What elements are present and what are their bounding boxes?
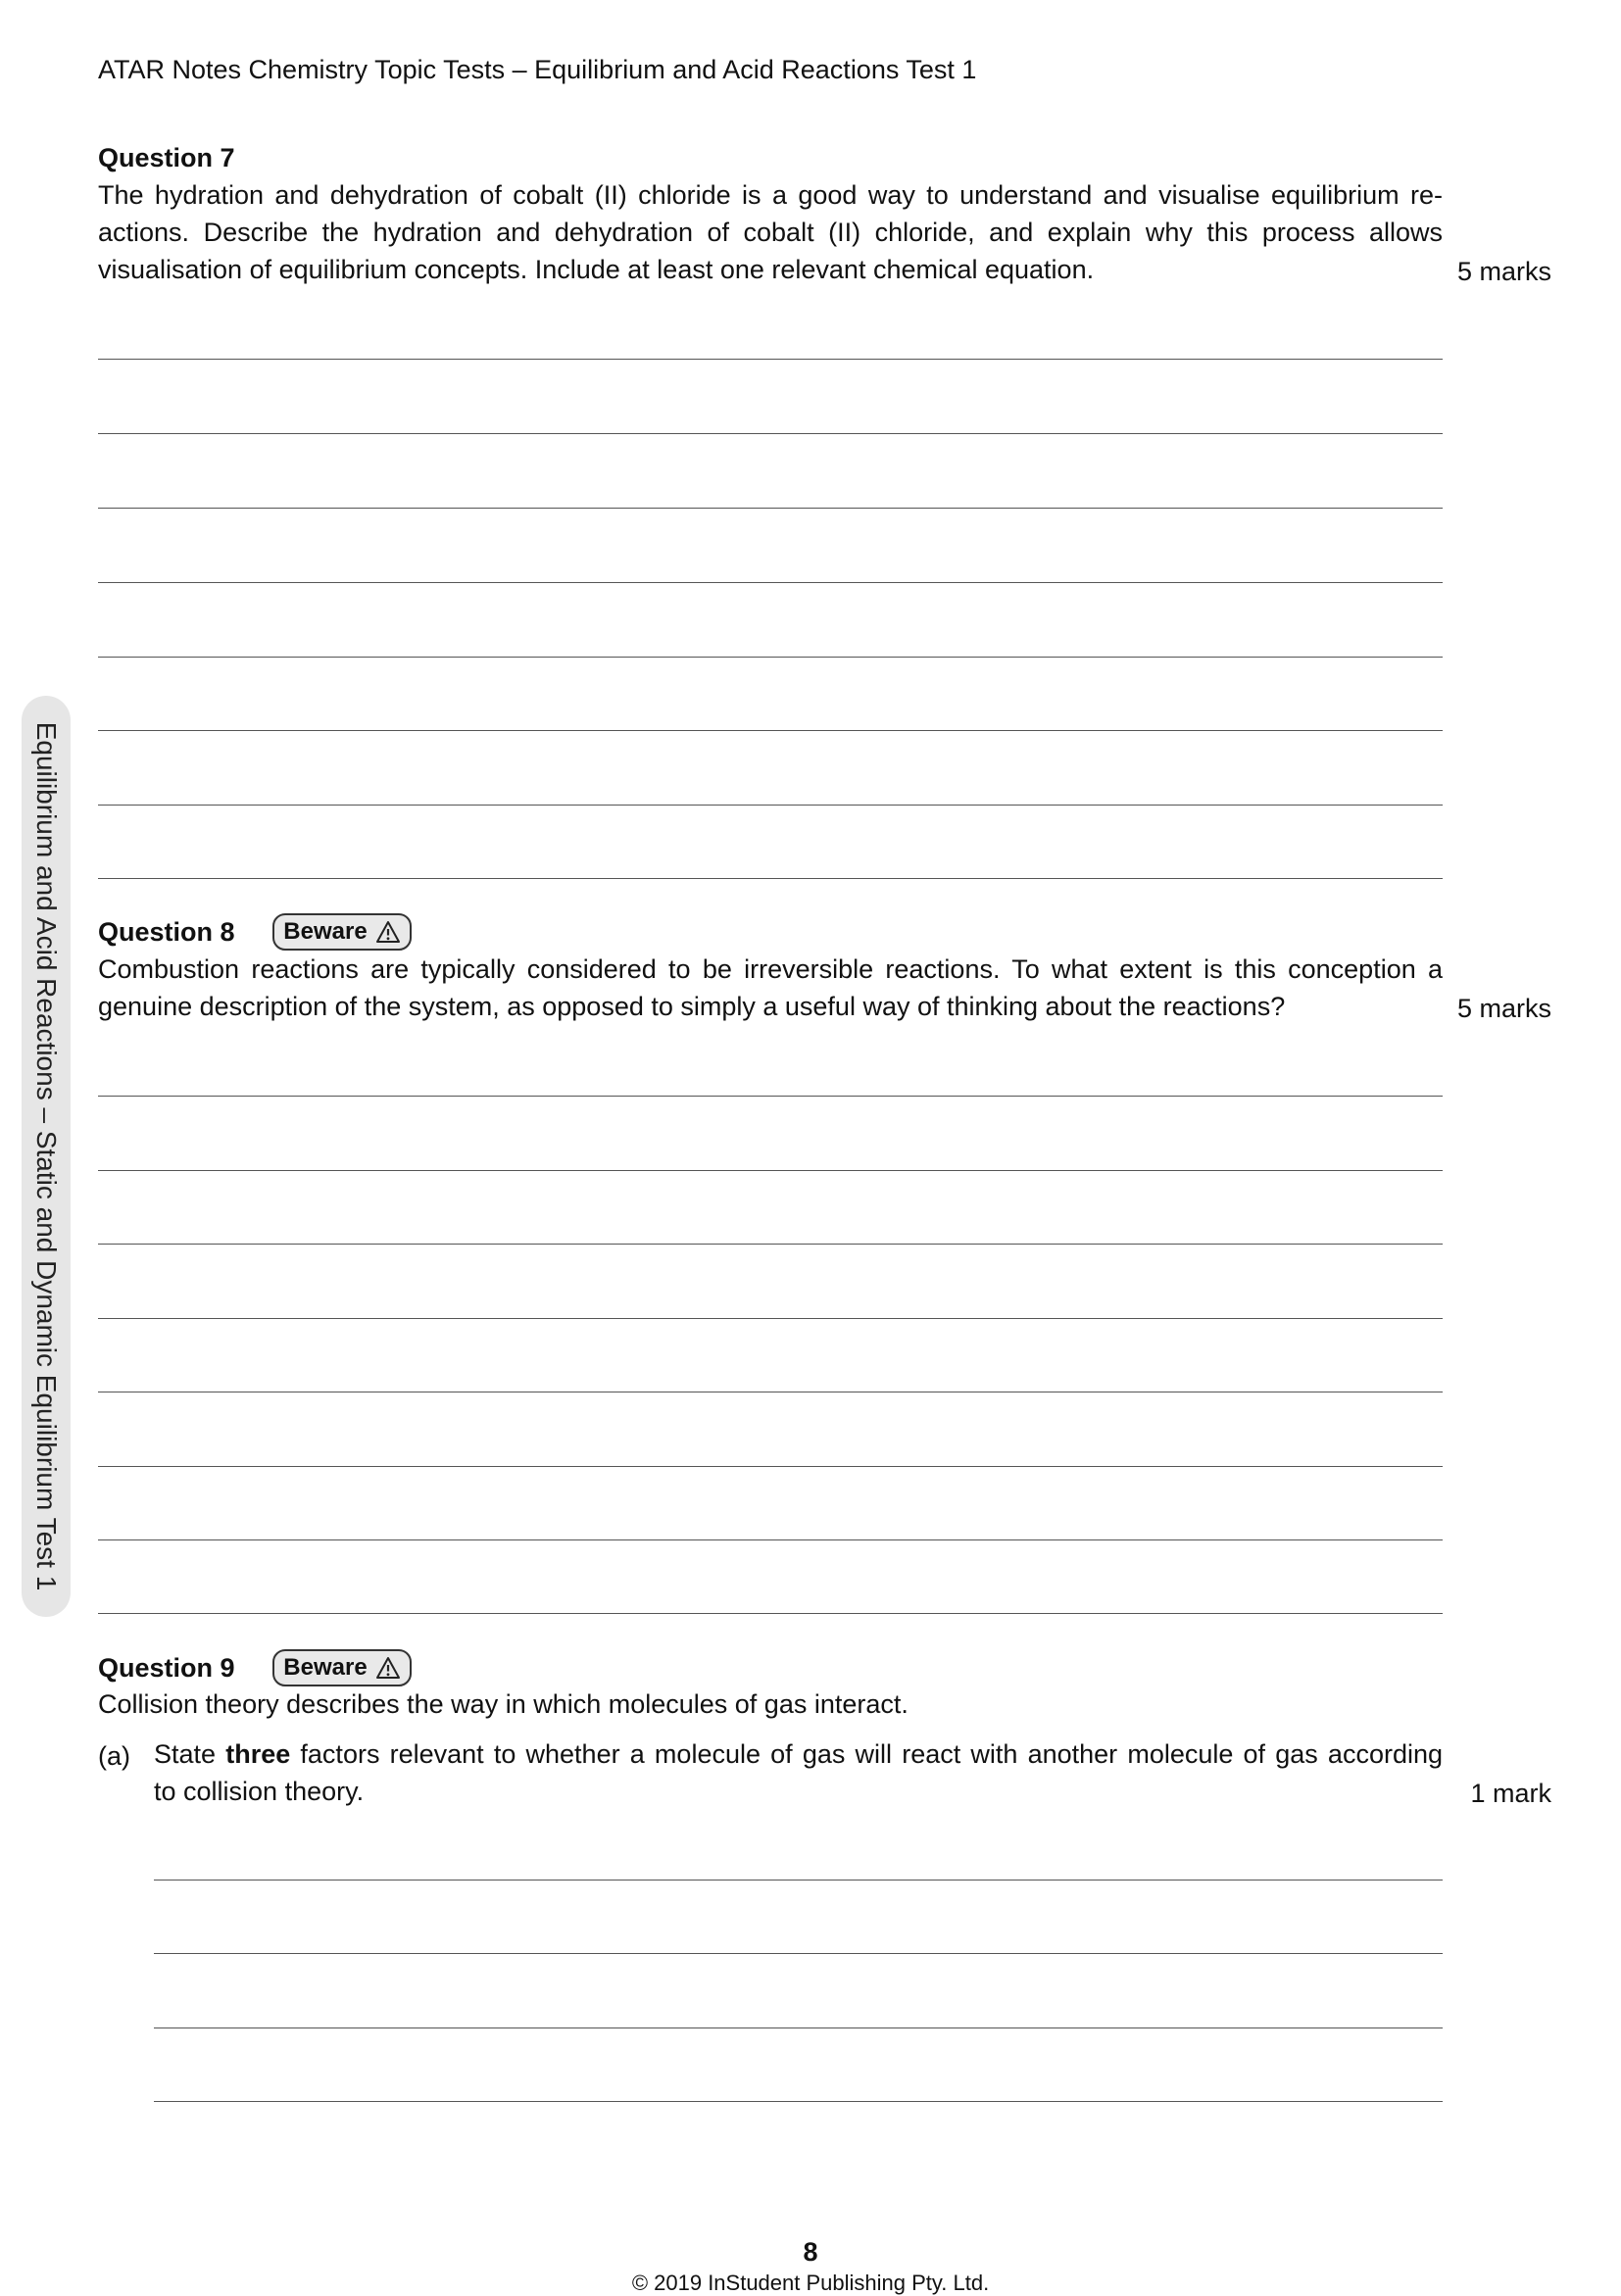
side-tab-label: Equilibrium and Acid Reactions – Static and Dynamic Equilibrium Test 1 [31,721,62,1591]
answer-line[interactable] [154,2027,1443,2028]
question-7-text-line-1: The hydration and dehydration of cobalt (II) chloride is a good way to understand and visualise equilibrium re- [98,180,1443,210]
answer-line[interactable] [98,1613,1443,1614]
question-9a-label: (a) [98,1741,130,1771]
question-9a-marks: 1 mark [1470,1779,1551,1808]
question-9a-bold-word: three [225,1739,291,1769]
warning-triangle-icon [375,1656,401,1680]
answer-line[interactable] [98,1244,1443,1245]
answer-line[interactable] [98,1466,1443,1467]
question-8-marks: 5 marks [1456,994,1551,1023]
question-7-text-line-3: visualisation of equilibrium concepts. Include at least one relevant chemical equation. [98,255,1095,284]
answer-line[interactable] [98,657,1443,658]
answer-line[interactable] [98,508,1443,509]
warning-triangle-icon [375,920,401,944]
page-number: 8 [803,2237,818,2267]
answer-line[interactable] [98,582,1443,583]
question-7-text-line-2: actions. Describe the hydration and dehydration of cobalt (II) chloride, and explain why this process allows [98,218,1443,247]
question-7-marks: 5 marks [1456,257,1551,286]
answer-line[interactable] [98,359,1443,360]
question-9a-text-end: factors relevant to whether a molecule of gas will react with another molecule of gas according [290,1739,1444,1769]
copyright-notice: © 2019 InStudent Publishing Pty. Ltd. [631,2271,990,2295]
beware-badge [272,1649,412,1686]
question-8-title: Question 8 [98,917,235,947]
answer-line[interactable] [154,1953,1443,1954]
answer-line[interactable] [154,2101,1443,2102]
beware-label: Beware [283,918,368,945]
answer-line[interactable] [98,1170,1443,1171]
answer-line[interactable] [98,1318,1443,1319]
answer-line[interactable] [98,878,1443,879]
beware-label: Beware [283,1654,368,1681]
answer-line[interactable] [98,805,1443,806]
answer-line[interactable] [98,433,1443,434]
answer-line[interactable] [98,730,1443,731]
question-7-title: Question 7 [98,143,235,172]
question-9a-text-line-1 [154,1735,1443,1773]
question-9a-text-line-2: to collision theory. [154,1777,365,1806]
beware-badge [272,913,412,951]
answer-line[interactable] [98,1096,1443,1097]
question-9-intro: Collision theory describes the way in which molecules of gas interact. [98,1689,909,1719]
question-9-title: Question 9 [98,1653,235,1683]
running-header: ATAR Notes Chemistry Topic Tests – Equilibrium and Acid Reactions Test 1 [98,55,977,84]
answer-line[interactable] [154,1880,1443,1881]
question-8-text-line-1: Combustion reactions are typically considered to be irreversible reactions. To what extent is this conception a [98,954,1443,984]
question-9a-text-start: State [154,1739,226,1769]
answer-line[interactable] [98,1539,1443,1540]
question-8-text-line-2: genuine description of the system, as opposed to simply a useful way of thinking about the reactions? [98,992,1286,1021]
